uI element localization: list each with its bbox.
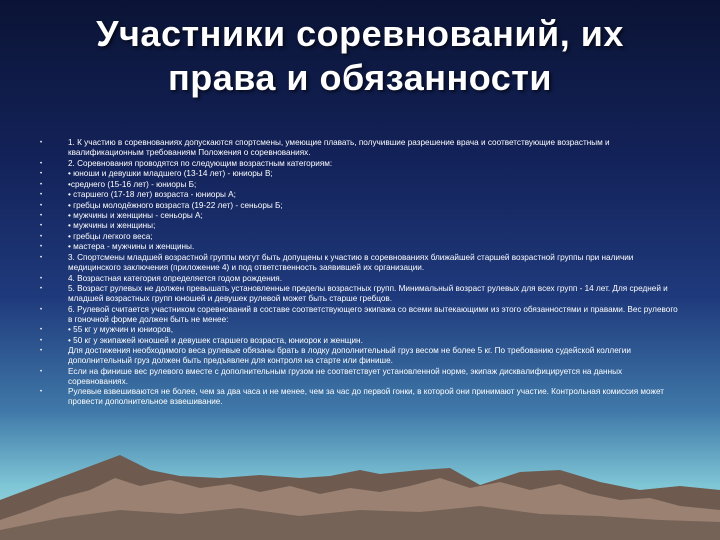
list-item-text: Для достижения необходимого веса рулевые обязаны брать в лодку дополнительный груз весом не более 5 кг. По требованию судейской коллегии дополнительный груз должен быть предъявлен для контроля на старте или финише. bbox=[68, 346, 631, 366]
list-item bbox=[40, 159, 680, 169]
slide-title-line: Участники соревнований, их bbox=[96, 13, 624, 54]
bullet-icon: • bbox=[40, 202, 43, 209]
list-item-text: • гребцы легкого веса; bbox=[68, 231, 153, 241]
list-item bbox=[40, 387, 680, 407]
bullet-icon: • bbox=[40, 233, 43, 240]
bullet-icon: • bbox=[40, 389, 43, 396]
list-item bbox=[40, 211, 680, 221]
bullet-icon: • bbox=[40, 254, 43, 261]
list-item bbox=[40, 180, 680, 190]
bullet-icon: • bbox=[40, 192, 43, 199]
bullet-icon: • bbox=[40, 160, 43, 167]
list-item-text: • юноши и девушки младшего (13-14 лет) - юниоры В; bbox=[68, 169, 273, 179]
list-item bbox=[40, 201, 680, 211]
list-item-text: 5. Возраст рулевых не должен превышать установленные пределы возрастных групп. Минимальный возраст рулевых для всех групп - 14 лет. Для средней и младшей возрастных групп юношей и девушек рулевой может быть старше гребцов. bbox=[68, 284, 668, 304]
list-item-text: • мастера - мужчины и женщины. bbox=[68, 242, 195, 252]
bullet-icon: • bbox=[40, 286, 43, 292]
bullet-icon: • bbox=[40, 337, 43, 344]
list-item bbox=[40, 346, 680, 366]
bullet-icon: • bbox=[40, 348, 43, 355]
list-item bbox=[40, 336, 680, 346]
list-item bbox=[40, 169, 680, 179]
list-item bbox=[40, 190, 680, 200]
bullet-icon: • bbox=[40, 368, 43, 375]
bullet-icon: • bbox=[40, 244, 43, 251]
list-item bbox=[40, 138, 680, 158]
list-item bbox=[40, 232, 680, 242]
list-item bbox=[40, 367, 680, 387]
bullet-icon: • bbox=[40, 171, 43, 178]
list-item-text: • мужчины и женщины - сеньоры А; bbox=[68, 211, 203, 220]
list-item bbox=[40, 284, 680, 304]
slide-title-line: права и обязанности bbox=[167, 57, 553, 98]
list-item-text: • 55 кг у мужчин и юниоров, bbox=[68, 325, 174, 335]
bullet-icon: • bbox=[40, 306, 43, 313]
bullet-icon: • bbox=[40, 327, 43, 334]
list-item-text: 3. Спортсмены младшей возрастной группы могут быть допущены к участию в соревнованиях ближайшей старшей возрастной группы при наличии медицинского заключения (приложение 4) и под ответственность заявившей их организации. bbox=[68, 252, 634, 273]
list-item bbox=[40, 242, 680, 252]
list-item bbox=[40, 221, 680, 231]
list-item-text: 1. К участию в соревнованиях допускаются спортсмены, умеющие плавать, получившие разрешение врача и соответствующие возрастным и квалификационным требованиям Положения о соревнованиях. bbox=[68, 138, 610, 158]
bullet-icon: • bbox=[40, 275, 43, 282]
list-item-text: • мужчины и женщины; bbox=[68, 221, 156, 231]
list-item bbox=[40, 253, 680, 273]
list-item-text: • гребцы молодёжного возраста (19-22 лет) - сеньоры Б; bbox=[68, 200, 283, 210]
rules-list bbox=[40, 138, 680, 408]
list-item bbox=[40, 325, 680, 335]
list-item-text: Рулевые взвешиваются не более, чем за два часа и не менее, чем за час до первой гонки, в которой они принимают участие. Контрольная комиссия может провести дополнительное взвешивание. bbox=[68, 387, 665, 407]
list-item bbox=[40, 305, 680, 325]
bullet-icon: • bbox=[40, 181, 43, 188]
list-item-text: 6. Рулевой считается участником соревнований в составе соответствующего экипажа со всеми вытекающими из этого обязанностями и правами. Вес рулевого в гоночной форме должен быть не менее: bbox=[68, 304, 678, 324]
slide-title bbox=[20, 12, 700, 100]
bullet-icon: • bbox=[40, 213, 43, 219]
list-item bbox=[40, 274, 680, 284]
list-item-text: •среднего (15-16 лет) - юниоры Б; bbox=[68, 179, 197, 189]
bullet-icon: • bbox=[40, 140, 43, 146]
list-item-text: 2. Соревнования проводятся по следующим возрастным категориям: bbox=[68, 158, 333, 168]
bullet-icon: • bbox=[40, 223, 43, 230]
list-item-text: Если на финише вес рулевого вместе с дополнительным грузом не соответствует установленной норме, экипаж дисквалифицируется на данных соревнованиях. bbox=[68, 366, 623, 386]
list-item-text: • 50 кг у экипажей юношей и девушек старшего возраста, юниорок и женщин. bbox=[68, 335, 363, 345]
list-item-text: 4. Возрастная категория определяется годом рождения. bbox=[68, 273, 283, 283]
list-item-text: • старшего (17-18 лет) возраста - юниоры А; bbox=[68, 190, 236, 200]
